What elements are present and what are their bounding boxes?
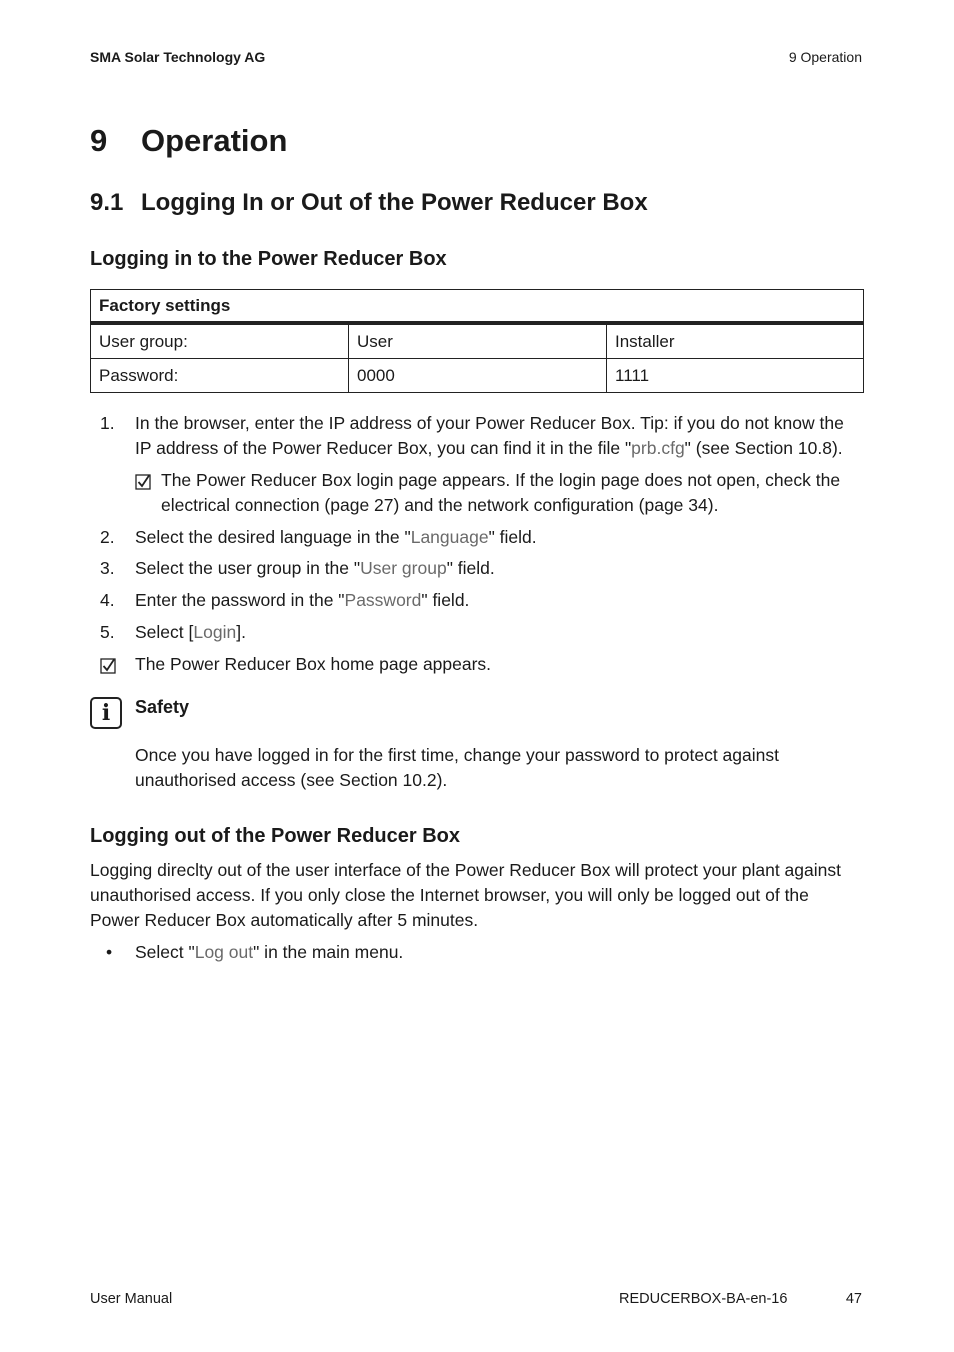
page-number: 47 [845,1291,862,1307]
step-text: Enter the password in the "Password" field. [135,590,470,610]
checkbox-icon [135,472,151,497]
step-number: 5. [100,622,115,642]
list-item-step-2 [90,525,862,550]
table-cell: 1111 [607,359,864,393]
logout-paragraph: Logging direclty out of the user interface of the Power Reducer Box will protect your plant against unauthorised access. If you only close the Internet browser, you will only be logged out of the Power Reducer Box automatically after 5 minutes. [90,860,841,930]
ui-term: User group [360,558,447,578]
table-cell: 0000 [349,359,607,393]
chapter-number: 9 [90,123,108,158]
table-title: Factory settings [91,290,864,324]
list-item-step-4 [90,588,862,613]
table-cell: Password: [91,359,349,393]
section-heading [90,189,648,217]
footer-doc-type: User Manual [90,1291,173,1307]
step-number: 4. [100,590,115,610]
ui-term: prb.cfg [631,438,685,458]
table-row [91,323,864,359]
login-heading: Logging in to the Power Reducer Box [90,248,447,270]
result-text: The Power Reducer Box login page appears. If the login page does not open, check the electrical connection (page 27) and the network configuration (page 34). [161,470,841,515]
table-cell: Installer [607,323,864,359]
ui-term: Login [193,622,237,642]
checkbox-icon [100,656,116,681]
chapter-heading [90,123,287,159]
factory-settings-table [90,289,864,393]
table-row [91,359,864,393]
ui-term: Log out [194,942,254,962]
note-title: Safety [135,697,190,717]
table-cell: User [349,323,607,359]
section-title: Logging In or Out of the Power Reducer Box [141,189,648,216]
bullet-glyph: • [106,942,113,962]
logout-heading: Logging out of the Power Reducer Box [90,825,460,847]
note-text: Once you have logged in for the first time, change your password to protect against unauthorised access (see Section 10.2). [135,745,779,790]
step-text: In the browser, enter the IP address of your Power Reducer Box. Tip: if you do not know the IP address of the Power Reducer Box, you can find it in the file "prb.cfg" (see Section 10.8). [135,413,844,458]
result-item [135,468,862,518]
list-item-bullet [90,940,862,965]
step-text: Select [Login]. [135,622,246,642]
step-text: Select the desired language in the "Language" field. [135,527,537,547]
list-item-step-1 [90,411,862,461]
result-item [100,652,862,677]
bullet-text: Select "Log out" in the main menu. [135,942,404,962]
list-item-step-5 [90,620,862,645]
step-number: 3. [100,558,115,578]
result-text: The Power Reducer Box home page appears. [135,654,492,674]
list-item-step-3 [90,556,862,581]
step-number: 1. [100,413,115,433]
header-section: 9 Operation [788,49,862,65]
header-company: SMA Solar Technology AG [90,49,266,65]
step-number: 2. [100,527,115,547]
footer-doc-id: REDUCERBOX-BA-en-16 [619,1291,788,1307]
table-header-row [91,290,864,324]
section-number: 9.1 [90,189,124,216]
info-icon: i [90,697,122,729]
chapter-title: Operation [141,123,288,158]
table-cell: User group: [91,323,349,359]
step-text: Select the user group in the "User group" field. [135,558,495,578]
ui-term: Language [410,527,489,547]
ui-term: Password [344,590,422,610]
